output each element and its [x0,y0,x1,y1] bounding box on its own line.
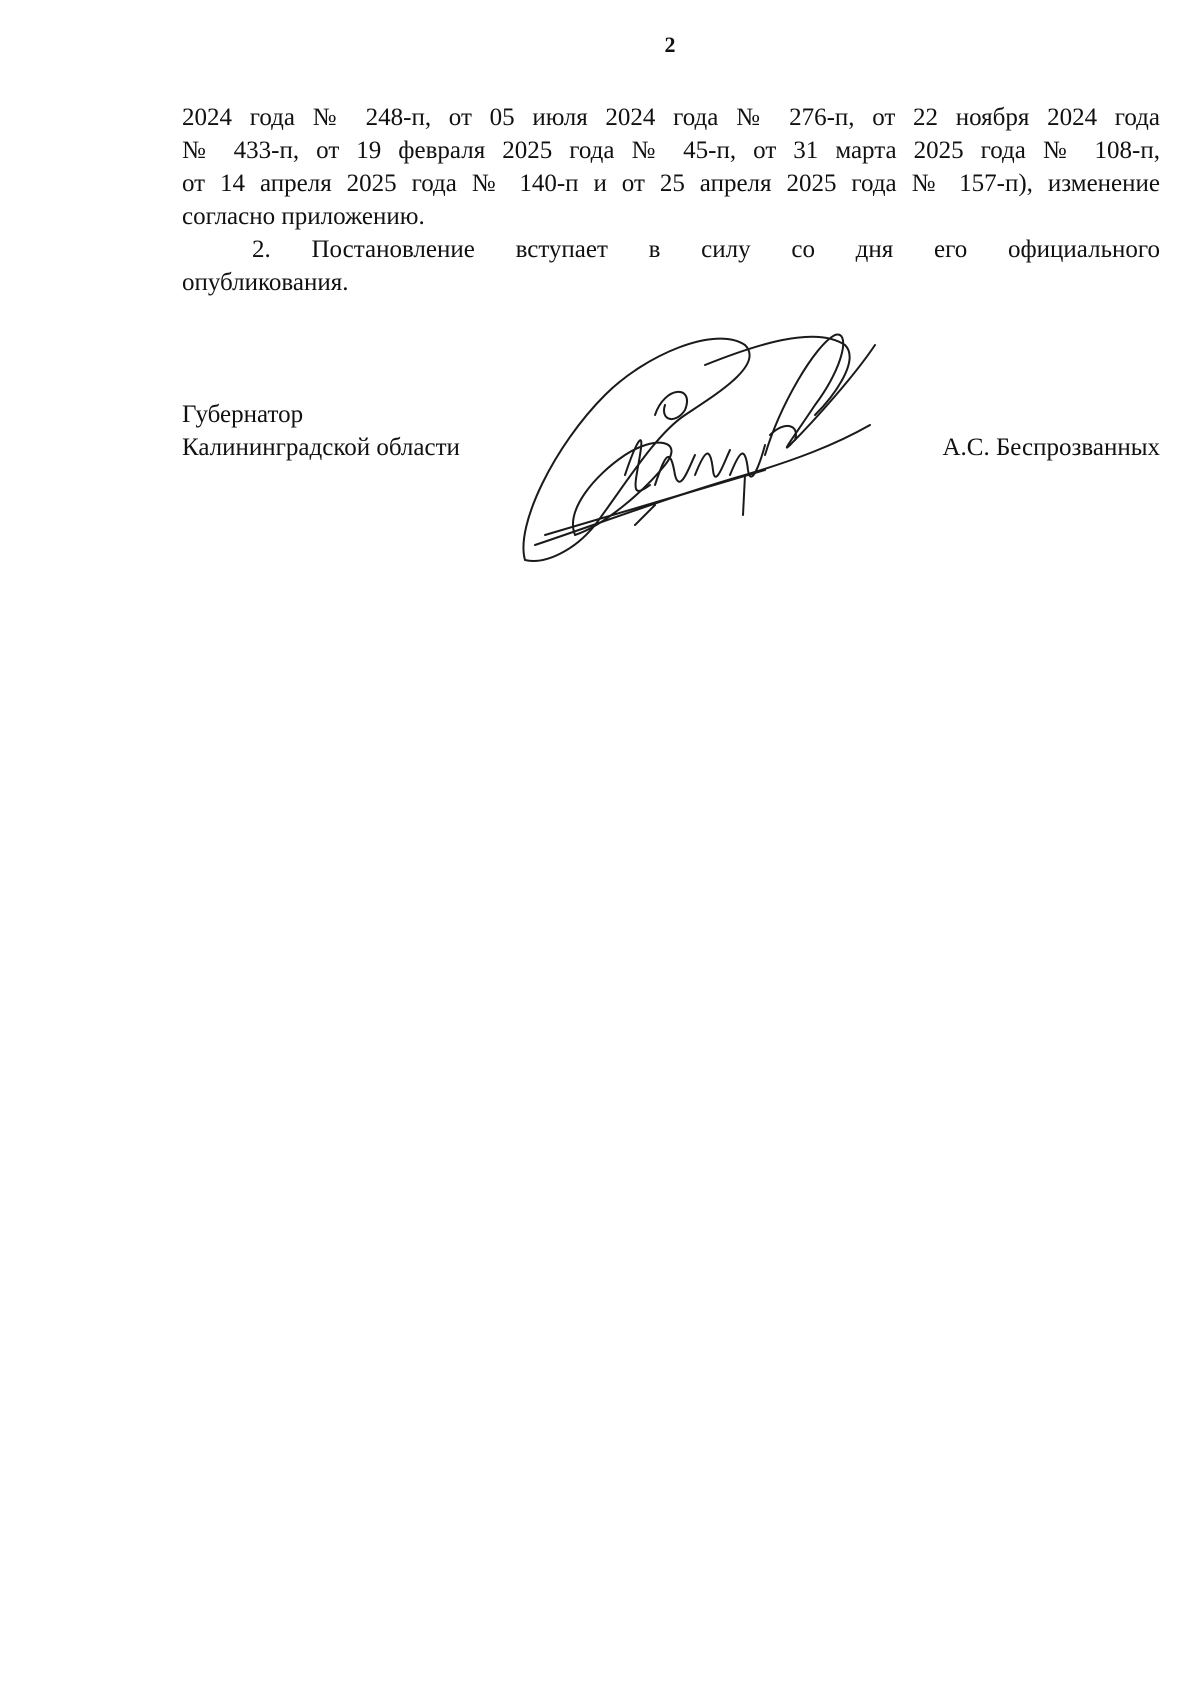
paragraph-1 [182,101,1160,233]
signer-title-line-2: Калининградской области [182,434,460,461]
paragraph-2-line-2: опубликования. [182,269,349,296]
page-number: 2 [664,32,676,57]
paragraph-1-line-1: 2024 года № 248-п, от 05 июля 2024 года № 276-п, от 22 ноября 2024 года [182,104,1160,131]
paragraph-1-line-3: от 14 апреля 2025 года № 140-п и от 25 апреля 2025 года № 157-п), изменение [182,170,1160,197]
paragraph-1-line-2: № 433-п, от 19 февраля 2025 года № 45-п, от 31 марта 2025 года № 108-п, [182,137,1160,164]
signer-title-line-1: Губернатор [182,401,304,428]
signer-name: А.С. Беспрозванных [942,434,1160,461]
paragraph-1-line-4: согласно приложению. [182,203,425,230]
paragraph-2 [182,233,1160,299]
document-body [182,101,1160,299]
handwritten-signature [515,325,925,565]
paragraph-2-line-1: 2. Постановление вступает в силу со дня его официального [252,236,1160,263]
